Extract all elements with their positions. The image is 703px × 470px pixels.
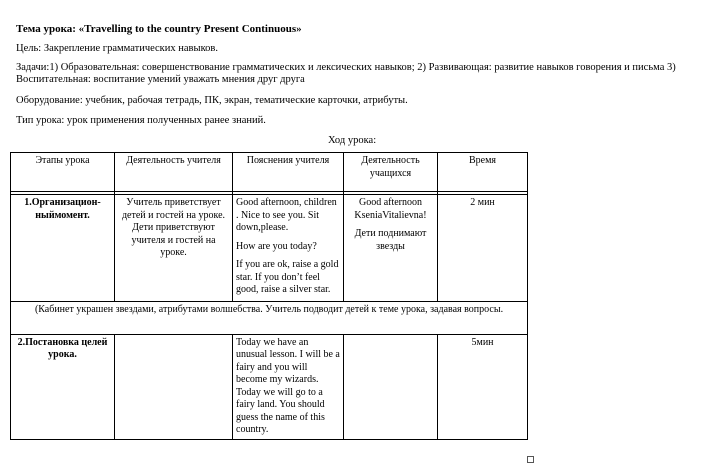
column-header-student-activity: Деятельность учащихся: [344, 153, 438, 192]
row2-stage: 2.Постановка целей урока.: [11, 334, 115, 439]
row1-teacher-activity: Учитель приветствует детей и гостей на уроке. Дети приветствуют учителя и гостей на уроке.: [115, 195, 233, 302]
row1-student-activity: [344, 195, 438, 302]
table-note-row: [11, 301, 528, 334]
row2-teacher-activity: [115, 334, 233, 439]
row1-teacher-explanation: [233, 195, 344, 302]
row1-students-action: Дети поднимают звезды: [354, 228, 427, 252]
row2-time: 5мин: [438, 334, 528, 439]
row1-explanation-greeting: Good afternoon, children . Nice to see you. Sit down,please.: [236, 197, 337, 233]
column-header-teacher-explanation: Пояснения учителя: [233, 153, 344, 192]
column-header-teacher-activity: Деятельность учителя: [115, 153, 233, 192]
lesson-equipment: Оборудование: учебник, рабочая тетрадь, ПК, экран, тематические карточки, атрибуты.: [16, 95, 408, 106]
table-row: [11, 195, 528, 302]
row2-teacher-explanation: Today we have an unusual lesson. I will be a fairy and you will become my wizards. Today we will go to a fairy land. You should guess the name of this country.: [233, 334, 344, 439]
table-row: [11, 334, 528, 439]
row1-stage: 1.Организацион-ныймомент.: [11, 195, 115, 302]
lesson-goal: Цель: Закрепление грамматических навыков.: [16, 43, 218, 54]
row1-explanation-instruction: If you are ok, raise a gold star. If you don’t feel good, raise a silver star.: [236, 259, 339, 295]
course-heading: Ход урока:: [328, 135, 377, 146]
column-header-stage: Этапы урока: [11, 153, 115, 192]
lesson-title: Тема урока: «Travelling to the country Present Continuous»: [16, 23, 302, 35]
row1-time: 2 мин: [438, 195, 528, 302]
row1-explanation-question: How are you today?: [236, 240, 317, 252]
row2-student-activity: [344, 334, 438, 439]
table-header-row: [11, 153, 528, 192]
lesson-type: Тип урока: урок применения полученных ранее знаний.: [16, 115, 266, 126]
lesson-plan-table: [10, 152, 528, 440]
row1-students-greeting: Good afternoon KseniaVitalievna!: [354, 197, 427, 221]
classroom-note: (Кабинет украшен звездами, атрибутами волшебства. Учитель подводит детей к теме урока, задавая вопросы.: [11, 301, 528, 334]
table-resize-handle[interactable]: [527, 456, 534, 463]
column-header-time: Время: [438, 153, 528, 192]
lesson-tasks: Задачи:1) Образовательная: совершенствование грамматических и лексических навыков; 2) Развивающая: развитие навыков говорения и письма 3) Воспитательная: воспитание умений уважать мнения друг друга: [16, 62, 676, 85]
